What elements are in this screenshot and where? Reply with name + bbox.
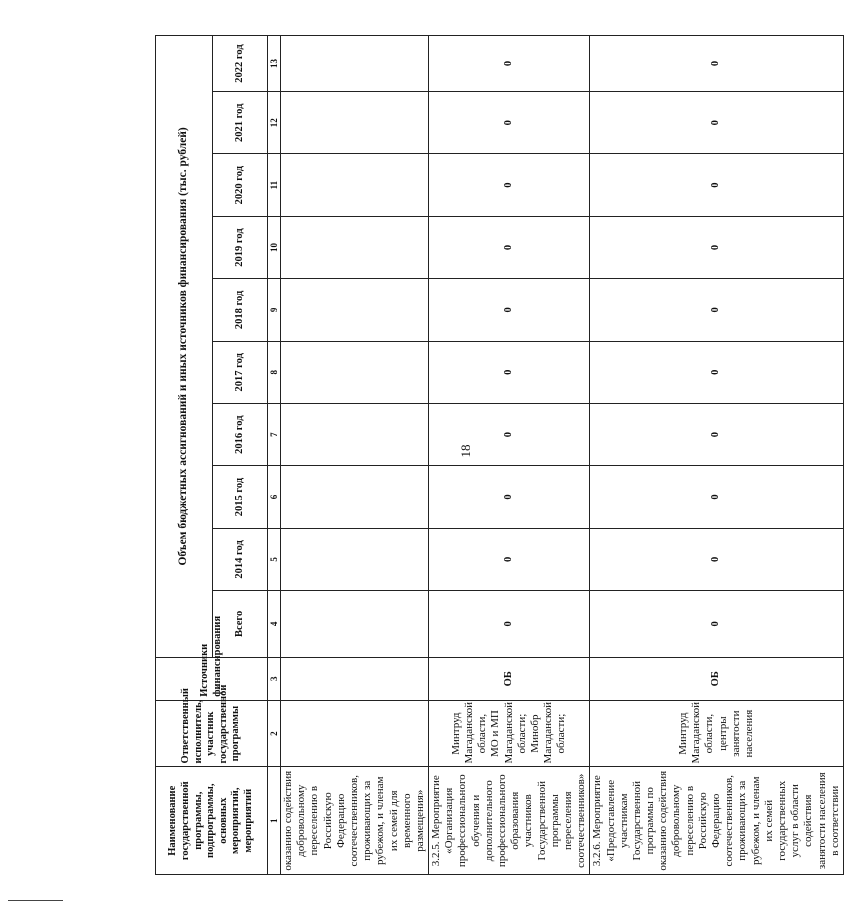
header-year: 2022 год: [213, 36, 268, 92]
table-row: [590, 36, 844, 875]
rotated-table-container: [155, 35, 841, 875]
header-executor: Ответственный исполнитель, участник государственной программы: [156, 700, 268, 767]
column-number: 12: [268, 92, 281, 154]
value-cell: [281, 528, 429, 590]
value-cell: 0: [590, 591, 844, 658]
column-number: 8: [268, 341, 281, 403]
value-cell: [281, 466, 429, 528]
column-number: 5: [268, 528, 281, 590]
header-name: Наименование государственной программы, подпрограммы, основных мероприятий, мероприятий: [156, 767, 268, 875]
value-cell: 0: [429, 92, 590, 154]
header-year: 2015 год: [213, 466, 268, 528]
value-cell: 0: [590, 216, 844, 278]
value-cell: [281, 36, 429, 92]
column-number: 6: [268, 466, 281, 528]
table-row: [429, 36, 590, 875]
source-cell: ОБ: [590, 657, 844, 700]
value-cell: 0: [429, 216, 590, 278]
value-cell: [281, 154, 429, 216]
header-source: Источники финансирования: [156, 657, 268, 700]
source-cell: ОБ: [429, 657, 590, 700]
executor-cell: Минтруд Магаданской области, центры занятости населения: [590, 700, 844, 767]
column-number: 7: [268, 403, 281, 465]
value-cell: 0: [590, 279, 844, 341]
value-cell: [281, 591, 429, 658]
footer-rule: [8, 900, 63, 901]
activity-name: оказанию содействия добровольному переселению в Российскую Федерацию соотечественников, проживающих за рубежом, и членам их семей для временного размещения»: [281, 767, 429, 875]
value-cell: 0: [590, 92, 844, 154]
column-number: 3: [268, 657, 281, 700]
value-cell: 0: [429, 403, 590, 465]
column-number: 11: [268, 154, 281, 216]
value-cell: 0: [429, 466, 590, 528]
header-year: 2017 год: [213, 341, 268, 403]
value-cell: 0: [429, 154, 590, 216]
value-cell: [281, 92, 429, 154]
header-year: 2020 год: [213, 154, 268, 216]
executor-cell: Минтруд Магаданской области, МО и МП Магаданской области; Минобр Магаданской области;: [429, 700, 590, 767]
table-row: [281, 36, 429, 875]
column-number: 1: [268, 767, 281, 875]
header-year: 2018 год: [213, 279, 268, 341]
value-cell: 0: [429, 36, 590, 92]
header-year: 2014 год: [213, 528, 268, 590]
header-year: 2019 год: [213, 216, 268, 278]
value-cell: 0: [590, 36, 844, 92]
header-financing-volume: Объем бюджетных ассигнований и иных источников финансирования (тыс. рублей): [156, 36, 213, 658]
value-cell: 0: [429, 591, 590, 658]
column-number: 13: [268, 36, 281, 92]
source-cell: [281, 657, 429, 700]
column-number: 4: [268, 591, 281, 658]
value-cell: 0: [429, 341, 590, 403]
value-cell: [281, 279, 429, 341]
value-cell: [281, 341, 429, 403]
column-number: 9: [268, 279, 281, 341]
value-cell: 0: [590, 341, 844, 403]
value-cell: 0: [590, 403, 844, 465]
header-year: Всего: [213, 591, 268, 658]
value-cell: [281, 403, 429, 465]
value-cell: 0: [590, 466, 844, 528]
value-cell: [281, 216, 429, 278]
value-cell: 0: [590, 528, 844, 590]
header-year: 2016 год: [213, 403, 268, 465]
column-number: 2: [268, 700, 281, 767]
header-year: 2021 год: [213, 92, 268, 154]
activity-name: 3.2.5. Мероприятие «Организация профессионального обучения и дополнительного профессионального образования участников Государственной программы переселения соотечественников»: [429, 767, 590, 875]
value-cell: 0: [429, 528, 590, 590]
activity-name: 3.2.6. Мероприятие «Предоставление участникам Государственной программы по оказанию содействия добровольному переселению в Российскую Федерацию соотечественников, проживающих за рубежом, и членам их семей государственных услуг в области содействия занятости населения в соответствии: [590, 767, 844, 875]
value-cell: 0: [429, 279, 590, 341]
value-cell: 0: [590, 154, 844, 216]
executor-cell: [281, 700, 429, 767]
page-number: 18: [458, 444, 473, 458]
column-number: 10: [268, 216, 281, 278]
financing-table: [155, 35, 844, 875]
